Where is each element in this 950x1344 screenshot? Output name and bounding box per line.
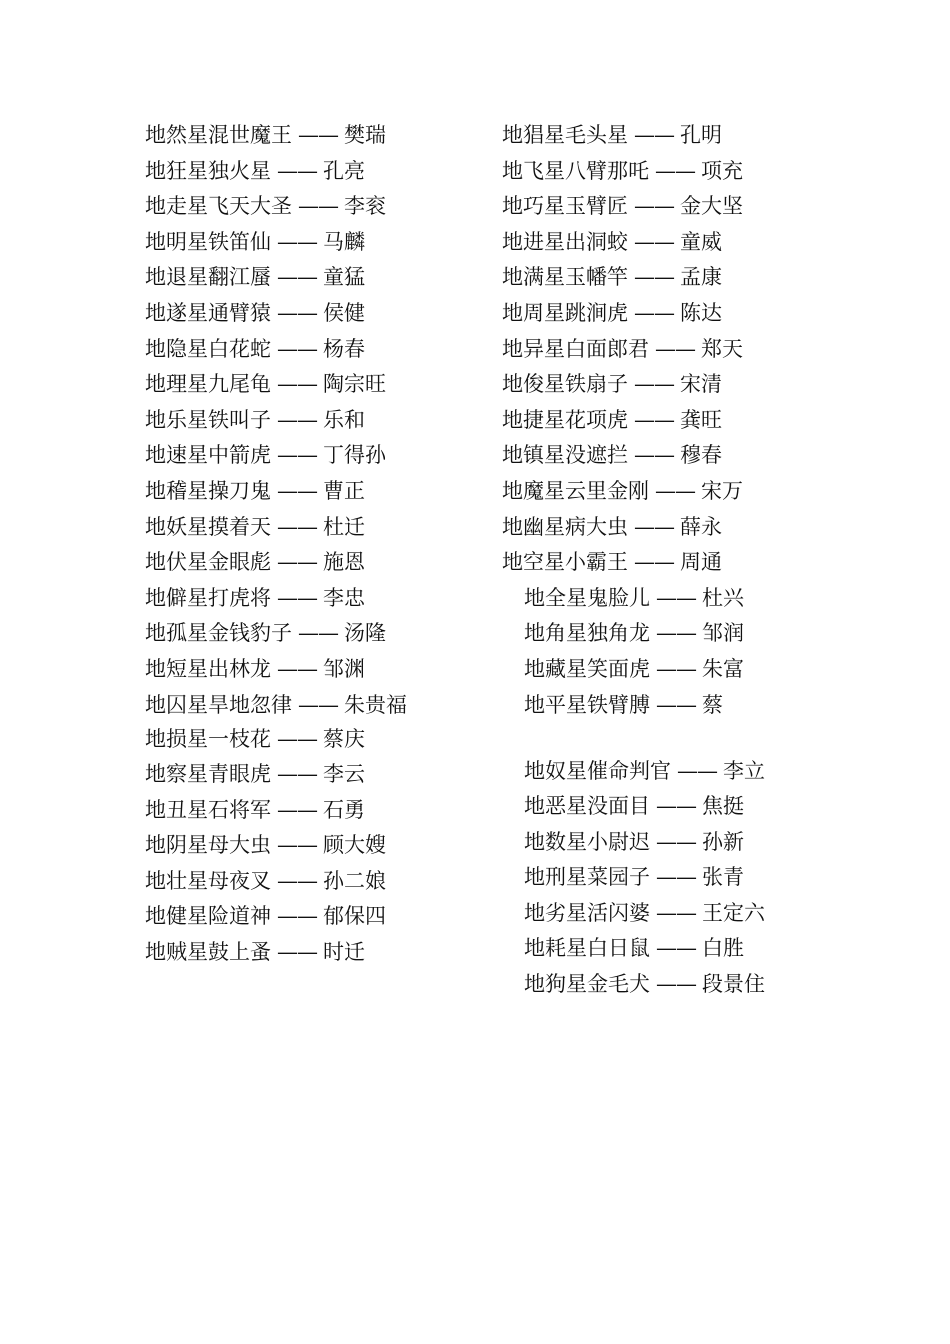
list-item bbox=[502, 825, 832, 861]
star-title: 地藏星笑面虎 bbox=[524, 656, 650, 681]
star-title: 地满星玉幡竿 bbox=[502, 265, 628, 290]
list-item bbox=[145, 688, 415, 722]
list-item bbox=[145, 510, 445, 546]
star-title: 地巧星玉臂匠 bbox=[502, 194, 628, 219]
dash-separator: —— bbox=[277, 833, 317, 858]
dash-separator: —— bbox=[634, 123, 674, 147]
dash-separator: —— bbox=[634, 514, 674, 539]
dash-separator: —— bbox=[656, 900, 696, 925]
hero-name: 孔亮 bbox=[323, 158, 365, 183]
dash-separator: —— bbox=[634, 443, 674, 468]
list-item bbox=[502, 754, 832, 790]
hero-name: 白胜 bbox=[702, 936, 744, 961]
dash-separator: —— bbox=[277, 656, 317, 681]
list-item bbox=[145, 722, 445, 758]
dash-separator: —— bbox=[277, 443, 317, 468]
list-item bbox=[145, 757, 445, 793]
hero-name: 马麟 bbox=[323, 229, 365, 254]
dash-separator: —— bbox=[634, 550, 674, 575]
hero-name: 蔡庆 bbox=[323, 726, 365, 751]
star-title: 地魔星云里金刚 bbox=[502, 478, 649, 503]
dash-separator: —— bbox=[277, 158, 317, 183]
hero-name: 陈达 bbox=[680, 300, 722, 325]
list-item bbox=[145, 864, 445, 900]
dash-separator: —— bbox=[277, 904, 317, 929]
hero-name: 杨春 bbox=[323, 336, 365, 361]
hero-name: 孙新 bbox=[702, 829, 744, 854]
star-title: 地幽星病大虫 bbox=[502, 514, 628, 539]
star-title: 地短星出林龙 bbox=[145, 656, 271, 681]
hero-name: 孙二娘 bbox=[323, 868, 386, 893]
list-item bbox=[502, 367, 832, 403]
list-item bbox=[502, 189, 832, 225]
hero-name: 李忠 bbox=[323, 585, 365, 610]
star-title: 地飞星八臂那吒 bbox=[502, 158, 649, 183]
star-title: 地恶星没面目 bbox=[524, 794, 650, 819]
star-title: 地退星翻江蜃 bbox=[145, 265, 271, 290]
star-title: 地进星出洞蛟 bbox=[502, 229, 628, 254]
star-title: 地稽星操刀鬼 bbox=[145, 478, 271, 503]
dash-separator: —— bbox=[656, 585, 696, 610]
list-item bbox=[145, 474, 445, 510]
list-item bbox=[502, 403, 832, 439]
hero-name: 张青 bbox=[702, 865, 744, 890]
dash-separator: —— bbox=[634, 372, 674, 397]
dash-separator: —— bbox=[277, 478, 317, 503]
left-column bbox=[145, 118, 445, 971]
hero-name: 侯健 bbox=[323, 300, 365, 325]
dash-separator: —— bbox=[277, 726, 317, 751]
hero-name: 段景住 bbox=[702, 972, 765, 997]
hero-name: 薛永 bbox=[680, 514, 722, 539]
star-title: 地然星混世魔王 bbox=[145, 123, 292, 147]
star-title: 地损星一枝花 bbox=[145, 726, 271, 751]
dash-separator: —— bbox=[656, 692, 696, 717]
star-title: 地乐星铁叫子 bbox=[145, 407, 271, 432]
star-title: 地周星跳涧虎 bbox=[502, 300, 628, 325]
dash-separator: —— bbox=[277, 868, 317, 893]
dash-separator: —— bbox=[277, 514, 317, 539]
list-item bbox=[145, 616, 445, 652]
hero-name: 龚旺 bbox=[680, 407, 722, 432]
star-title: 地伏星金眼彪 bbox=[145, 550, 271, 575]
list-item bbox=[145, 793, 445, 829]
dash-separator: —— bbox=[298, 194, 338, 219]
list-item bbox=[145, 581, 445, 617]
dash-separator: —— bbox=[677, 758, 717, 783]
list-item bbox=[145, 189, 445, 225]
hero-name: 童威 bbox=[680, 229, 722, 254]
star-title: 地异星白面郎君 bbox=[502, 336, 649, 361]
star-title: 地遂星通臂猿 bbox=[145, 300, 271, 325]
dash-separator: —— bbox=[277, 336, 317, 361]
list-item bbox=[145, 225, 445, 261]
dash-separator: —— bbox=[655, 478, 695, 503]
star-title: 地健星险道神 bbox=[145, 904, 271, 929]
hero-name: 樊瑞 bbox=[344, 123, 386, 147]
dash-separator: —— bbox=[656, 829, 696, 854]
list-item bbox=[502, 438, 832, 474]
dash-separator: —— bbox=[277, 372, 317, 397]
list-item bbox=[502, 118, 832, 154]
star-title: 地猖星毛头星 bbox=[502, 123, 628, 147]
hero-name: 孟康 bbox=[680, 265, 722, 290]
list-item bbox=[502, 860, 832, 896]
list-item bbox=[145, 367, 445, 403]
dash-separator: —— bbox=[655, 158, 695, 183]
list-item bbox=[502, 931, 832, 967]
dash-separator: —— bbox=[277, 300, 317, 325]
star-title: 地镇星没遮拦 bbox=[502, 443, 628, 468]
list-item bbox=[145, 935, 445, 971]
star-title: 地走星飞天大圣 bbox=[145, 194, 292, 219]
star-title: 地全星鬼脸儿 bbox=[524, 585, 650, 610]
star-title: 地孤星金钱豹子 bbox=[145, 621, 292, 646]
dash-separator: —— bbox=[277, 550, 317, 575]
hero-name: 李云 bbox=[323, 762, 365, 787]
dash-separator: —— bbox=[277, 265, 317, 290]
list-item bbox=[145, 403, 445, 439]
dash-separator: —— bbox=[634, 229, 674, 254]
star-title: 地壮星母夜叉 bbox=[145, 868, 271, 893]
list-item bbox=[502, 896, 832, 932]
list-item bbox=[145, 296, 445, 332]
hero-name: 李立 bbox=[723, 758, 765, 783]
star-title: 地理星九尾龟 bbox=[145, 372, 271, 397]
hero-name: 焦挺 bbox=[702, 794, 744, 819]
hero-name: 宋清 bbox=[680, 372, 722, 397]
list-item bbox=[502, 510, 832, 546]
star-title: 地僻星打虎将 bbox=[145, 585, 271, 610]
list-item bbox=[502, 789, 832, 825]
list-item bbox=[502, 688, 832, 754]
dash-separator: —— bbox=[277, 229, 317, 254]
star-title: 地俊星铁扇子 bbox=[502, 372, 628, 397]
hero-name: 杜兴 bbox=[702, 585, 744, 610]
star-title: 地囚星旱地忽律 bbox=[145, 692, 292, 717]
star-title: 地察星青眼虎 bbox=[145, 762, 271, 787]
hero-name: 周通 bbox=[680, 550, 722, 575]
hero-name: 顾大嫂 bbox=[323, 833, 386, 858]
list-item bbox=[502, 616, 832, 652]
star-title: 地耗星白日鼠 bbox=[524, 936, 650, 961]
hero-name: 项充 bbox=[701, 158, 743, 183]
dash-separator: —— bbox=[634, 300, 674, 325]
hero-name: 邹润 bbox=[702, 621, 744, 646]
dash-separator: —— bbox=[634, 194, 674, 219]
star-title: 地丑星石将军 bbox=[145, 797, 271, 822]
list-item bbox=[145, 899, 445, 935]
star-title: 地阴星母大虫 bbox=[145, 833, 271, 858]
dash-separator: —— bbox=[298, 692, 338, 717]
hero-name: 杜迁 bbox=[323, 514, 365, 539]
star-title: 地狗星金毛犬 bbox=[524, 972, 650, 997]
list-item bbox=[502, 652, 832, 688]
hero-name: 郑天 bbox=[701, 336, 743, 361]
hero-name: 金大坚 bbox=[680, 194, 743, 219]
list-item bbox=[502, 545, 832, 581]
list-item bbox=[145, 828, 445, 864]
dash-separator: —— bbox=[656, 936, 696, 961]
dash-separator: —— bbox=[277, 585, 317, 610]
dash-separator: —— bbox=[277, 797, 317, 822]
dash-separator: —— bbox=[656, 656, 696, 681]
list-item bbox=[502, 474, 832, 510]
hero-name: 郁保四 bbox=[323, 904, 386, 929]
list-item bbox=[145, 260, 445, 296]
hero-name: 蔡 bbox=[702, 692, 723, 717]
dash-separator: —— bbox=[656, 972, 696, 997]
star-title: 地狂星独火星 bbox=[145, 158, 271, 183]
list-item bbox=[502, 225, 832, 261]
star-title: 地妖星摸着天 bbox=[145, 514, 271, 539]
list-item bbox=[502, 260, 832, 296]
right-column bbox=[502, 118, 832, 1003]
star-title: 地奴星催命判官 bbox=[524, 758, 671, 783]
hero-name: 乐和 bbox=[323, 407, 365, 432]
hero-name: 曹正 bbox=[323, 478, 365, 503]
star-title: 地明星铁笛仙 bbox=[145, 229, 271, 254]
star-title: 地劣星活闪婆 bbox=[524, 900, 650, 925]
list-item bbox=[145, 118, 445, 154]
hero-name: 陶宗旺 bbox=[323, 372, 386, 397]
star-title: 地平星铁臂膊 bbox=[524, 692, 650, 717]
hero-name: 朱贵福 bbox=[344, 692, 407, 717]
star-title: 地数星小尉迟 bbox=[524, 829, 650, 854]
list-item bbox=[502, 967, 832, 1003]
star-title: 地速星中箭虎 bbox=[145, 443, 271, 468]
star-title: 地隐星白花蛇 bbox=[145, 336, 271, 361]
hero-name: 童猛 bbox=[323, 265, 365, 290]
hero-name: 石勇 bbox=[323, 797, 365, 822]
star-title: 地空星小霸王 bbox=[502, 550, 628, 575]
list-item bbox=[145, 332, 445, 368]
list-item bbox=[145, 438, 445, 474]
hero-name: 李衮 bbox=[344, 194, 386, 219]
dash-separator: —— bbox=[655, 336, 695, 361]
dash-separator: —— bbox=[277, 762, 317, 787]
dash-separator: —— bbox=[298, 123, 338, 147]
dash-separator: —— bbox=[634, 265, 674, 290]
list-item bbox=[502, 154, 832, 190]
dash-separator: —— bbox=[656, 865, 696, 890]
star-title: 地贼星鼓上蚤 bbox=[145, 940, 271, 965]
hero-name: 穆春 bbox=[680, 443, 722, 468]
hero-name: 朱富 bbox=[702, 656, 744, 681]
list-item bbox=[145, 154, 445, 190]
dash-separator: —— bbox=[656, 621, 696, 646]
hero-name: 时迁 bbox=[323, 940, 365, 965]
list-item bbox=[502, 296, 832, 332]
dash-separator: —— bbox=[277, 407, 317, 432]
hero-name: 汤隆 bbox=[344, 621, 386, 646]
hero-name: 邹渊 bbox=[323, 656, 365, 681]
dash-separator: —— bbox=[277, 940, 317, 965]
hero-name: 丁得孙 bbox=[323, 443, 386, 468]
hero-name: 宋万 bbox=[701, 478, 743, 503]
dash-separator: —— bbox=[656, 794, 696, 819]
dash-separator: —— bbox=[298, 621, 338, 646]
list-item bbox=[145, 545, 445, 581]
star-title: 地捷星花项虎 bbox=[502, 407, 628, 432]
list-item bbox=[145, 652, 445, 688]
dash-separator: —— bbox=[634, 407, 674, 432]
star-title: 地刑星菜园子 bbox=[524, 865, 650, 890]
hero-name: 孔明 bbox=[680, 123, 722, 147]
hero-name: 施恩 bbox=[323, 550, 365, 575]
hero-name: 王定六 bbox=[702, 900, 765, 925]
list-item bbox=[502, 332, 832, 368]
list-item bbox=[502, 581, 832, 617]
star-title: 地角星独角龙 bbox=[524, 621, 650, 646]
